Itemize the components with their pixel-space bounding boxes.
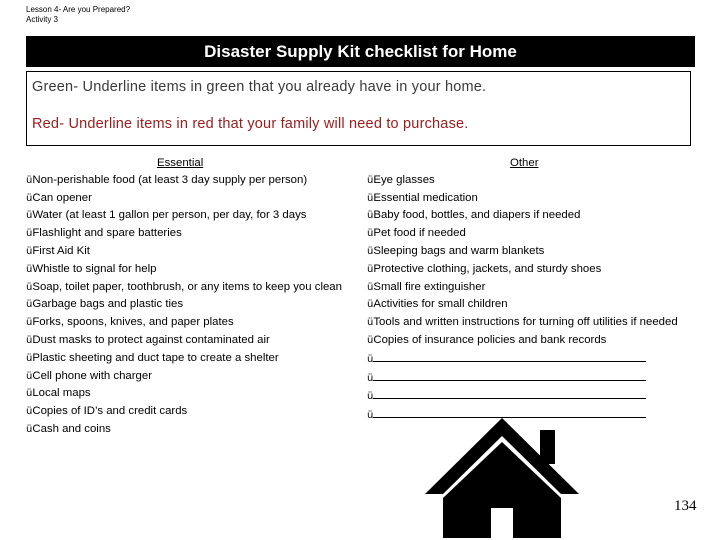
other-item-label: Eye glasses: [373, 173, 435, 186]
checkmark-icon: ü: [26, 352, 33, 364]
checkmark-icon: ü: [26, 406, 33, 418]
other-blank-line: [367, 387, 687, 406]
essential-item: [26, 243, 346, 261]
essential-item-label: Plastic sheeting and duct tape to create a shelter: [32, 351, 279, 364]
essential-item-label: Forks, spoons, knives, and paper plates: [32, 316, 234, 329]
essential-item: [26, 314, 346, 332]
essential-item: [26, 279, 346, 297]
other-item: [367, 314, 687, 332]
essential-item-label: Non-perishable food (at least 3 day supply per person): [32, 173, 308, 186]
activity-label: Activity 3: [26, 15, 59, 24]
other-item: [367, 225, 687, 243]
blank-line: [373, 387, 646, 399]
checkmark-icon: ü: [26, 423, 33, 435]
essential-item-label: Whistle to signal for help: [32, 262, 157, 275]
other-item-label: Essential medication: [373, 191, 478, 204]
essential-item: [26, 225, 346, 243]
other-item: [367, 172, 687, 190]
essential-item: [26, 368, 346, 386]
other-item-label: Small fire extinguisher: [373, 280, 486, 293]
other-item: [367, 190, 687, 208]
other-item: [367, 296, 687, 314]
checkmark-icon: ü: [367, 174, 374, 186]
essential-item-label: Cash and coins: [32, 422, 111, 435]
other-list: [367, 172, 687, 425]
essential-item-label: Soap, toilet paper, toothbrush, or any items to keep you clean: [32, 280, 342, 293]
checkmark-icon: ü: [26, 334, 33, 346]
checkmark-icon: ü: [367, 391, 374, 403]
other-item-label: Pet food if needed: [373, 227, 466, 240]
checkmark-icon: ü: [26, 370, 33, 382]
essential-item: [26, 350, 346, 368]
checkmark-icon: ü: [367, 353, 374, 365]
other-item-label: Protective clothing, jackets, and sturdy shoes: [373, 262, 602, 275]
page-number: 134: [674, 498, 697, 514]
essential-item-label: Water (at least 1 gallon per person, per day, for 3 days: [32, 209, 307, 222]
checkmark-icon: ü: [26, 281, 33, 293]
other-item-label: Activities for small children: [373, 298, 508, 311]
other-heading: Other: [510, 157, 539, 169]
checkmark-icon: ü: [367, 245, 374, 257]
checkmark-icon: ü: [26, 299, 33, 311]
house-icon: [421, 414, 583, 538]
checkmark-icon: ü: [367, 299, 374, 311]
page-title: Disaster Supply Kit checklist for Home: [26, 36, 695, 67]
essential-item-label: Dust masks to protect against contaminated air: [32, 333, 270, 346]
checkmark-icon: ü: [367, 372, 374, 384]
checkmark-icon: ü: [26, 388, 33, 400]
essential-item: [26, 172, 346, 190]
other-blank-line: [367, 350, 687, 369]
instructions-box: [26, 71, 691, 146]
other-item-label: Sleeping bags and warm blankets: [373, 244, 545, 257]
essential-item-label: Garbage bags and plastic ties: [32, 298, 184, 311]
essential-list: [26, 172, 346, 439]
checkmark-icon: ü: [26, 263, 33, 275]
essential-item: [26, 261, 346, 279]
other-item: [367, 279, 687, 297]
red-instruction: Red- Underline items in red that your family will need to purchase.: [32, 116, 469, 132]
essential-item: [26, 403, 346, 421]
checkmark-icon: ü: [26, 174, 33, 186]
other-blank-line: [367, 369, 687, 388]
essential-item-label: Local maps: [32, 387, 91, 400]
essential-item: [26, 207, 346, 225]
checkmark-icon: ü: [367, 210, 374, 222]
checkmark-icon: ü: [367, 281, 374, 293]
lesson-label: Lesson 4- Are you Prepared?: [26, 5, 131, 14]
essential-column: [26, 155, 346, 439]
essential-heading: Essential: [157, 157, 204, 169]
essential-item: [26, 385, 346, 403]
essential-item: [26, 421, 346, 439]
checkmark-icon: ü: [26, 192, 33, 204]
checkmark-icon: ü: [26, 210, 33, 222]
essential-item-label: Can opener: [32, 191, 92, 204]
essential-item: [26, 190, 346, 208]
essential-item: [26, 296, 346, 314]
other-item: [367, 261, 687, 279]
green-instruction: Green- Underline items in green that you already have in your home.: [32, 79, 487, 95]
other-item: [367, 243, 687, 261]
essential-item-label: First Aid Kit: [32, 244, 90, 257]
checkmark-icon: ü: [26, 245, 33, 257]
essential-item-label: Cell phone with charger: [32, 369, 153, 382]
essential-item: [26, 332, 346, 350]
checkmark-icon: ü: [367, 410, 374, 422]
other-column: [367, 155, 687, 425]
checkmark-icon: ü: [367, 263, 374, 275]
other-item-label: Baby food, bottles, and diapers if needed: [373, 209, 581, 222]
blank-line: [373, 369, 646, 381]
checkmark-icon: ü: [367, 228, 374, 240]
checkmark-icon: ü: [26, 228, 33, 240]
blank-line: [373, 350, 646, 362]
other-item-label: Copies of insurance policies and bank records: [373, 333, 607, 346]
other-item-label: Tools and written instructions for turning off utilities if needed: [373, 316, 678, 329]
checkmark-icon: ü: [367, 334, 374, 346]
essential-item-label: Flashlight and spare batteries: [32, 227, 182, 240]
checkmark-icon: ü: [26, 317, 33, 329]
checkmark-icon: ü: [367, 317, 374, 329]
other-item: [367, 332, 687, 350]
other-item: [367, 207, 687, 225]
essential-item-label: Copies of ID’s and credit cards: [32, 405, 188, 418]
checkmark-icon: ü: [367, 192, 374, 204]
